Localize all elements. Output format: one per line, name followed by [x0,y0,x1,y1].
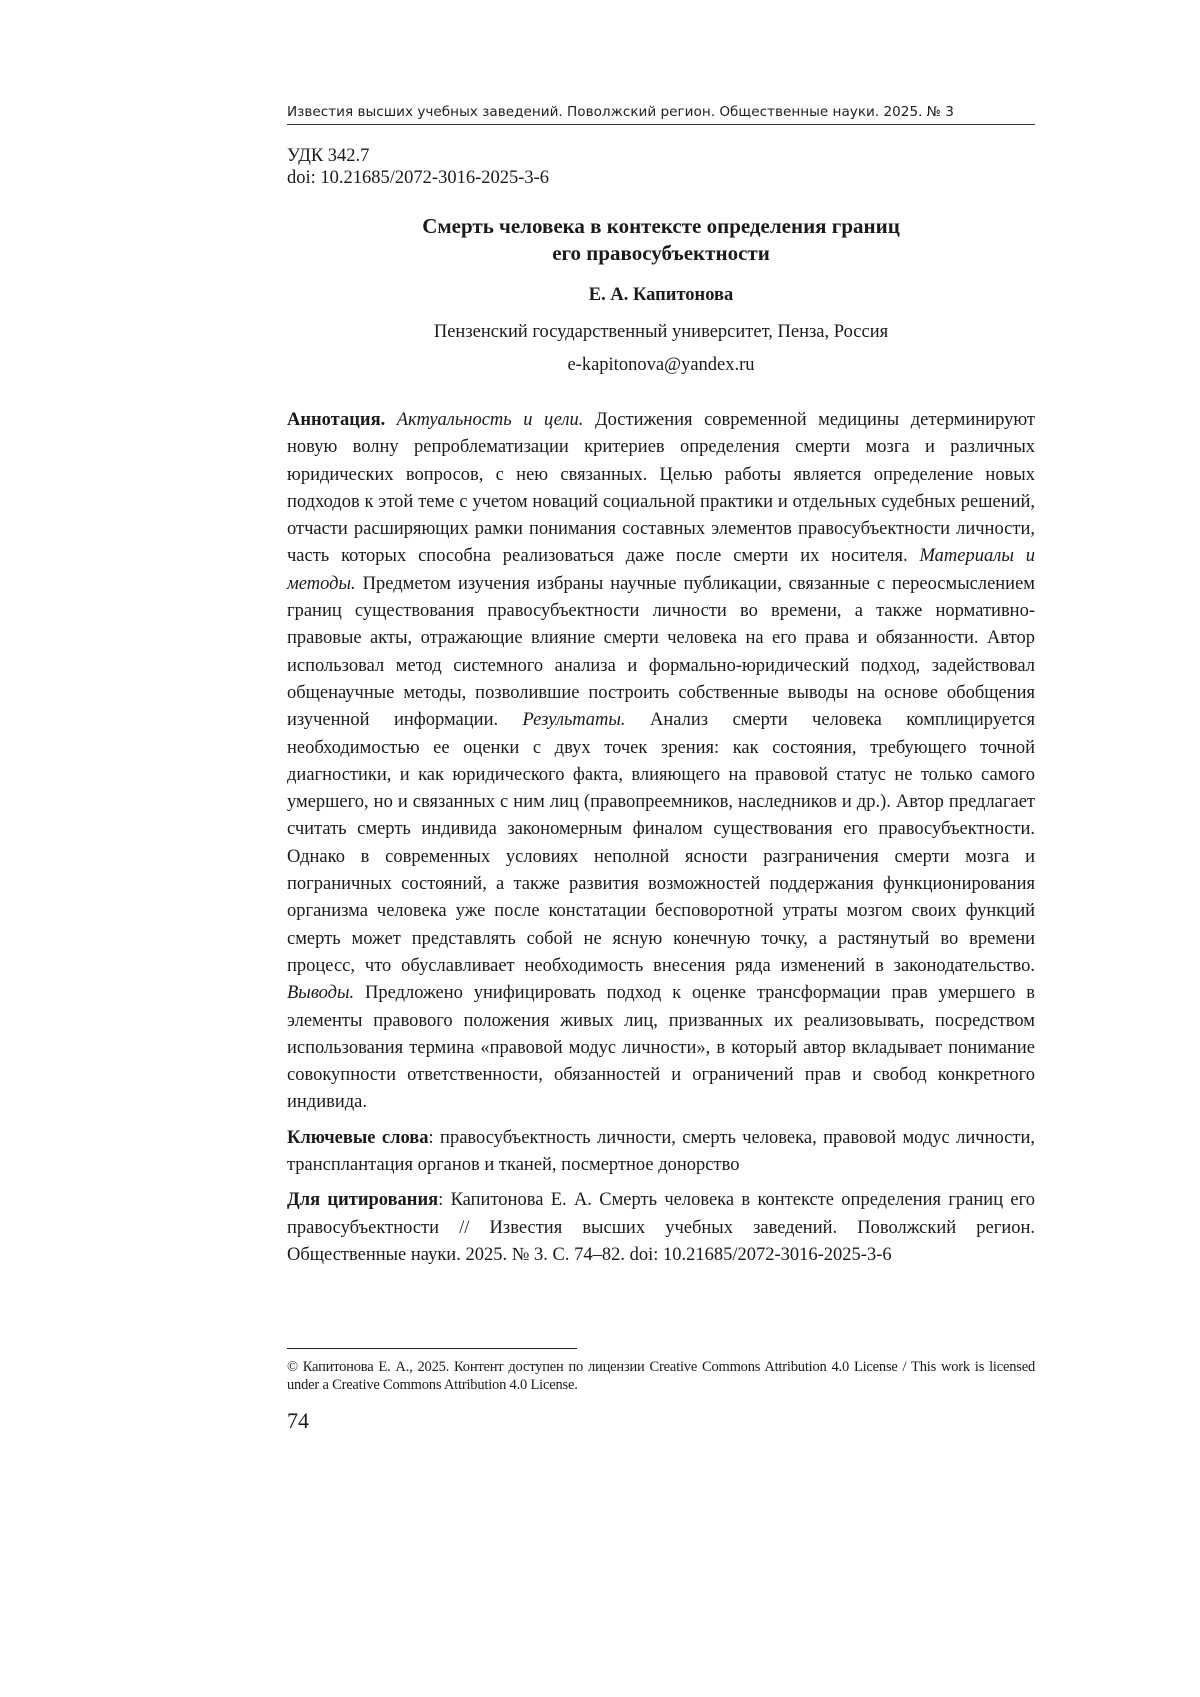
author-name: Е. А. Капитонова [588,285,734,305]
author-email: e-kapitonova@yandex.ru [567,355,755,375]
author-affiliation: Пензенский государственный университет, Пенза, Россия [433,322,889,342]
journal-running-head: Известия высших учебных заведений. Поволжский регион. Общественные науки. 2025. № 3 [287,104,1035,125]
udk-code: УДК 342.7 [287,146,370,166]
conclusions-label: Выводы. [287,983,355,1004]
citation-label: Для цитирования [287,1190,439,1211]
relevance-text: Достижения современной медицины детерминируют новую волну репроблематизации критериев определения смерти мозга и различных юридических вопросов, с нею связанных. Целью работы является определение новых подходов к этой теме с учетом новаций социальной практики и отдельных судебных решений, отчасти расширяющих рамки понимания составных элементов правосубъектности личности, часть которых способна реализоваться даже после смерти их носителя. [287,410,1035,567]
citation-text: : Капитонова Е. А. Смерть человека в контексте определения границ его правосубъектности // Известия высших учебных заведений. Поволжский регион. Общественные науки. 2025. № 3. С. 74–82. doi: 10.21685/2072-3016-2025-3-6 [287,1190,1035,1265]
footnote-divider [287,1348,577,1349]
page-number: 74 [287,1408,309,1433]
keywords-text: : правосубъектность личности, смерть человека, правовой модус личности, трансплантация органов и тканей, посмертное донорство [287,1127,1035,1176]
conclusions-text: Предложено унифицировать подход к оценке трансформации прав умершего в элементы правового положения живых лиц, призванных их реализовывать, посредством использования термина «правовой модус личности», в который автор вкладывает понимание совокупности ответственности, обязанностей и ограничений прав и свобод конкретного индивида. [287,983,1036,1113]
results-text: Анализ смерти человека комплицируется необходимостью ее оценки с двух точек зрения: как состояния, требующего точной диагностики, и как юридического факта, влияющего на правовой статус не только самого умершего, но и связанных с ним лиц (правопреемников, наследников и др.). Автор предлагает считать смерть индивида закономерным финалом существования его правосубъектности. Однако в современных условиях неполной ясности разграничения смерти мозга и пограничных состояний, а также развития возможностей поддержания функционирования организма человека уже после констатации бесповоротной утраты мозгом своих функций смерть может представлять собой не ясную конечную точку, а растянутый во времени процесс, что обуславливает необходимость внесения ряда изменений в законодательство. [287,710,1035,976]
abstract [287,407,1035,1117]
article-title [287,213,1035,267]
citation [287,1187,1035,1269]
abstract-label: Аннотация. [287,410,386,430]
doi-line: doi: 10.21685/2072-3016-2025-3-6 [287,168,550,188]
methods-label: Материалы и методы. [287,546,1035,594]
license-footnote: © Капитонова Е. А., 2025. Контент доступен по лицензии Creative Commons Attribution 4.0 License / This work is licensed under a Creative Commons Attribution 4.0 License. [287,1359,1035,1393]
keywords [287,1125,1035,1180]
article-title-line: его правосубъектности [552,241,770,265]
keywords-label: Ключевые слова [287,1127,429,1148]
results-label: Результаты. [522,710,626,731]
article-title-line: Смерть человека в контексте определения границ [422,214,900,238]
relevance-label: Актуальность и цели. [396,410,584,430]
methods-text: Предметом изучения избраны научные публикации, связанные с переосмыслением границ существования правосубъектности личности во времени, а также нормативно-правовые акты, отражающие влияние смерти человека на его права и обязанности. Автор использовал метод системного анализа и формально-юридический подход, задействовал общенаучные методы, позволившие построить собственные выводы на основе обобщения изученной информации. [287,573,1036,731]
article-page [287,104,1035,1269]
